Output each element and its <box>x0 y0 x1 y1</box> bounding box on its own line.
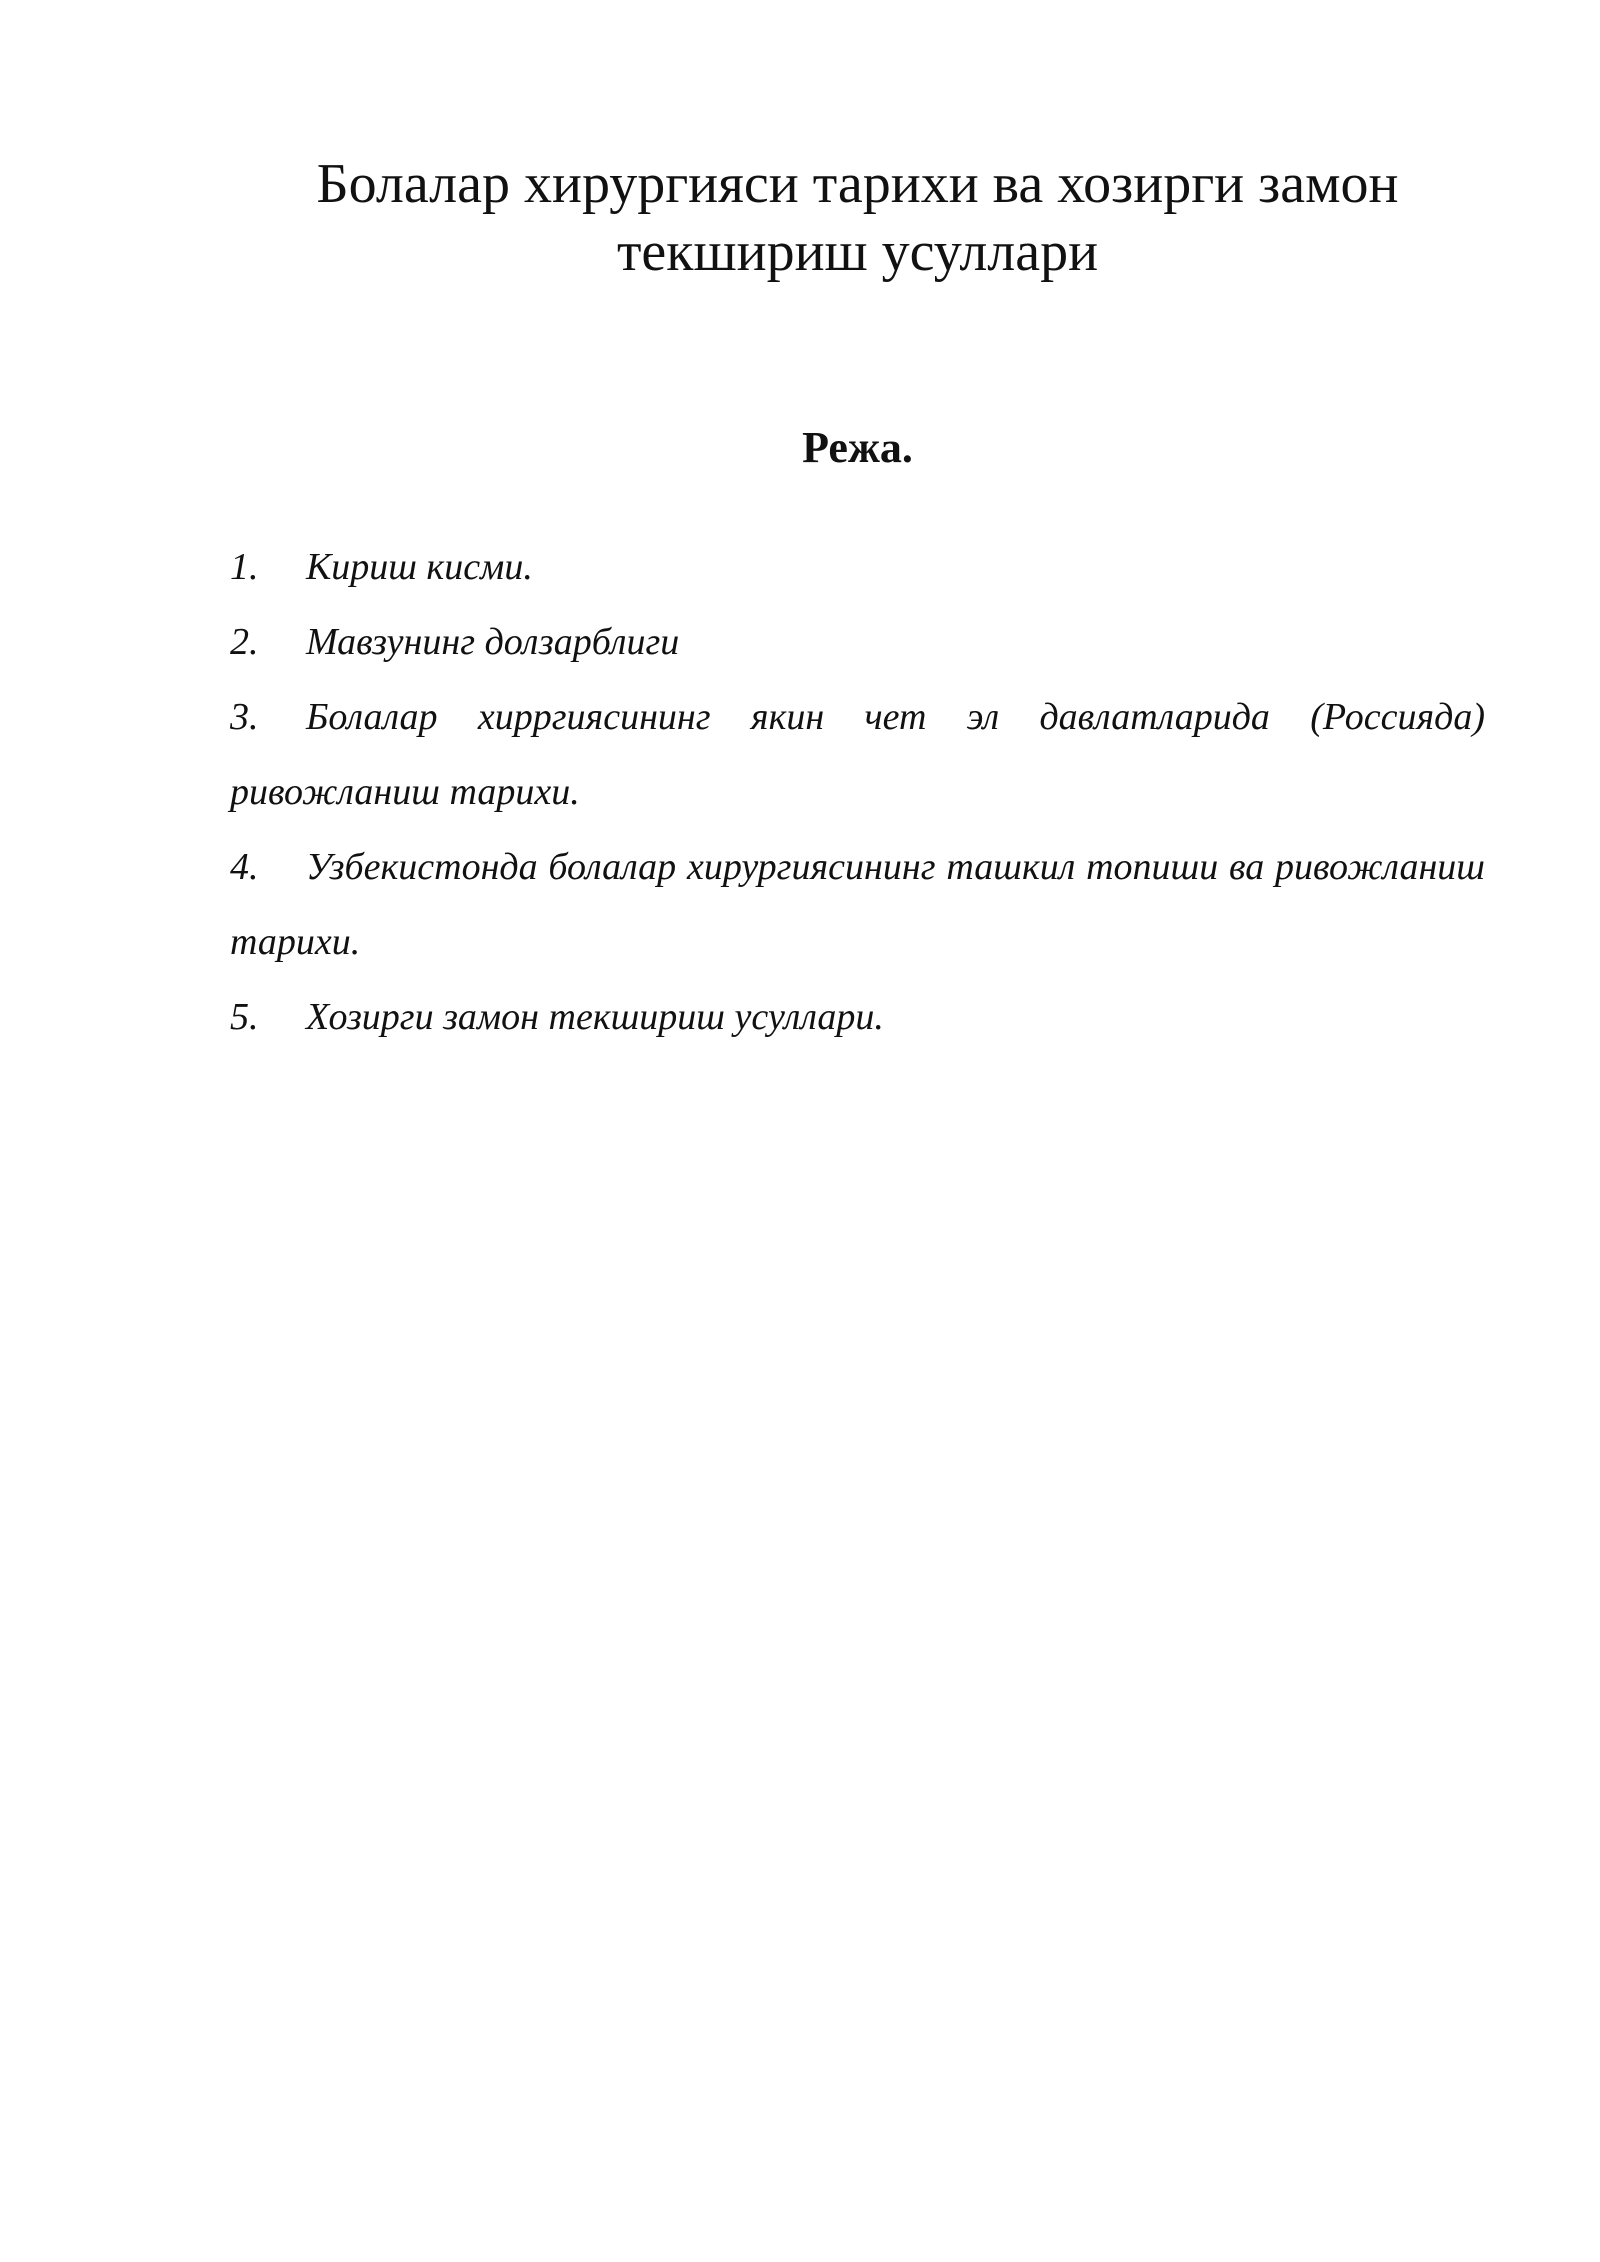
plan-item-1 <box>230 530 1485 605</box>
plan-item-number: 2. <box>230 621 259 663</box>
plan-item-3 <box>230 680 1485 830</box>
plan-item-text: Узбекистонда болалар хирургиясининг ташкил топиши ва ривожланиш тарихи. <box>230 846 1485 963</box>
document-title <box>230 150 1485 286</box>
plan-item-text: Мавзунинг долзарблиги <box>306 621 680 663</box>
plan-item-number: 4. <box>230 846 259 888</box>
title-line-2: текшириш усуллари <box>616 221 1099 283</box>
plan-item-number: 5. <box>230 996 259 1038</box>
plan-item-2 <box>230 605 1485 680</box>
plan-list <box>230 530 1485 1055</box>
plan-heading: Режа. <box>802 423 913 472</box>
plan-item-number: 3. <box>230 696 259 738</box>
plan-item-4 <box>230 830 1485 980</box>
plan-item-number: 1. <box>230 546 259 588</box>
title-line-1: Болалар хирургияси тарихи ва хозирги замон <box>316 153 1399 215</box>
plan-item-text: Кириш кисми. <box>306 546 533 588</box>
plan-item-text: Хозирги замон текшириш усуллари. <box>306 996 884 1038</box>
plan-item-text: Болалар хирргиясининг якин чет эл давлатларида (Россияда) ривожланиш тарихи. <box>230 696 1485 813</box>
plan-item-5 <box>230 980 1485 1055</box>
